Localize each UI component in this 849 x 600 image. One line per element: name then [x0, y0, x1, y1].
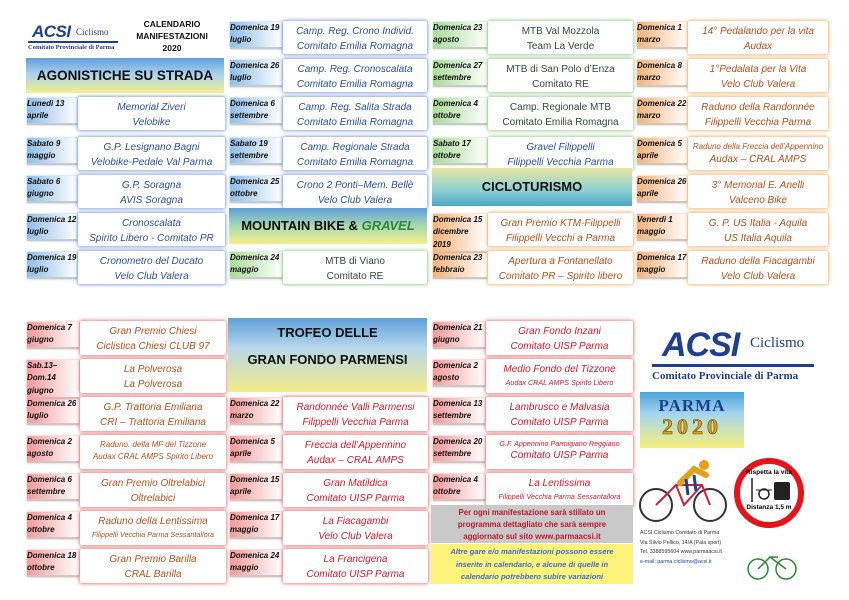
event-date [230, 22, 282, 49]
event-month: luglio [27, 227, 49, 237]
event-day: Domenica 23 [433, 23, 483, 32]
event-date [230, 176, 282, 203]
event-day: Domenica 1 [637, 23, 682, 32]
event-date [433, 474, 485, 501]
event-organizer: Comitato Emilia Romagna [296, 116, 414, 128]
event-info [488, 217, 633, 246]
right-panel-logo [650, 326, 820, 388]
event-organizer: Velobike-Pedale Val Parma [90, 156, 213, 168]
event-day: Domenica 8 [637, 61, 682, 70]
event-date [433, 252, 487, 279]
event-info [78, 141, 225, 170]
event-day: Domenica 2 [433, 361, 478, 370]
event-organizer: Filippelli Vecchi a Parma [505, 232, 616, 244]
event-name: Apertura a Fontanellato [508, 256, 613, 267]
event-date [433, 214, 487, 253]
event-date [27, 474, 79, 501]
event-info [688, 101, 828, 130]
event-day: Domenica 17 [230, 513, 280, 522]
event-day: Domenica 19 [27, 253, 77, 262]
event-date [230, 60, 282, 87]
event-organizer: Filippelli Vecchia Parma [507, 156, 614, 168]
event-info [486, 363, 633, 388]
event-day: Domenica 13 [433, 399, 483, 408]
event-info [688, 217, 828, 246]
event-month: maggio [637, 227, 666, 237]
event-date [433, 60, 487, 87]
event-day: Domenica 15 [433, 215, 483, 224]
event-name: Raduno della Randonnée [701, 102, 815, 113]
event-date [433, 436, 485, 463]
event-date [637, 252, 687, 279]
event-name: MTB Val Mozzola [521, 26, 600, 37]
event-organizer: Velo Club Valera [720, 270, 796, 282]
parma-2020-logo: PARMA 2020 [640, 392, 744, 448]
event-name: 3° Memorial E. Anelli [711, 180, 805, 191]
event-organizer: Team La Verde [526, 40, 595, 52]
event-day: Domenica 26 [27, 399, 77, 408]
event-info [283, 101, 427, 130]
event-info [486, 477, 633, 502]
event-name: MTB di San Polo d’Enza [506, 64, 615, 75]
event-info [283, 255, 427, 284]
event-day: Domenica 23 [433, 253, 483, 262]
acsi-logo-caption-large: Comitato Provinciale di Parma [652, 370, 799, 382]
event-name: Gran Premio Chiesi [109, 326, 197, 337]
event-month: marzo [637, 111, 661, 121]
cyclist-illustration [636, 455, 736, 525]
event-day: Domenica 4 [27, 513, 72, 522]
event-organizer: Comitato UISP Parma [510, 416, 609, 428]
event-date [230, 436, 282, 463]
acsi-logo-sub-large: Ciclismo [750, 335, 805, 351]
event-date [27, 360, 79, 399]
event-organizer: Audax [743, 40, 773, 52]
event-day: Domenica 15 [230, 475, 280, 484]
warning-note: Altre gare e/o manifestazioni possono essere inserite in calendario, e alcune di quelle in calendario potrebbero subire variazioni [431, 544, 633, 584]
event-day: Sab.13–Dom.14 [27, 361, 58, 383]
section-banner-cicloturismo: CICLOTURISMO [432, 168, 632, 206]
event-day: Domenica 26 [637, 177, 687, 186]
event-date [27, 550, 79, 577]
event-name: La Francigena [323, 554, 388, 565]
event-name: Raduno. della MF del Tizzone [99, 440, 207, 449]
event-day: Domenica 24 [230, 253, 280, 262]
event-organizer: Filippelli Vecchia Parma [302, 416, 409, 428]
event-name: Camp. Regionale Strada [300, 142, 410, 153]
event-organizer: CRAL Barilla [124, 568, 182, 580]
event-organizer: Comitato UISP Parma [306, 492, 405, 504]
event-name: Freccia dell’Appennino [304, 440, 407, 451]
event-name: Gran Premio KTM-Filippelli [500, 218, 621, 229]
event-name: Gran Premio Oltrelabici [101, 478, 205, 489]
event-month: giugno [27, 189, 54, 199]
event-name: Lambrusco e Malvasia [509, 402, 610, 413]
event-info [488, 101, 633, 130]
event-month: giugno [27, 335, 54, 345]
event-name: Medio Fondo del Tizzone [503, 364, 616, 375]
event-organizer: Audax – CRAL AMPS [307, 454, 404, 466]
event-day: Domenica 25 [230, 177, 280, 186]
event-month: dicembre 2019 [433, 227, 469, 249]
event-month: maggio [230, 525, 259, 535]
event-name: G.F. Appennino Parmigiano Reggiano [499, 439, 620, 448]
event-name: La Fiacagambi [322, 516, 389, 527]
event-organizer: Valceno Bike [729, 194, 787, 206]
event-day: Domenica 24 [230, 551, 280, 560]
event-organizer: US Italia Aquila [724, 232, 792, 244]
event-month: settembre [433, 449, 472, 459]
event-organizer: Comitato RE [532, 78, 589, 90]
event-month: aprile [637, 151, 659, 161]
event-month: maggio [230, 563, 259, 573]
event-day: Venerdì 1 [637, 215, 673, 224]
event-info [283, 515, 428, 544]
event-date [230, 512, 282, 539]
event-organizer: Ciclistica Chiesi CLUB 97 [96, 340, 210, 352]
event-date [27, 436, 79, 463]
event-day: Sabato 6 [27, 177, 61, 186]
event-info [80, 553, 226, 582]
event-name: Camp. Reg. Crono Individ. [296, 26, 414, 37]
event-month: aprile [230, 449, 252, 459]
section-banner-mtb-gravel: MOUNTAIN BIKE & GRAVEL [229, 208, 427, 244]
event-date [637, 176, 687, 203]
event-month: settembre [433, 411, 472, 421]
event-date [27, 398, 79, 425]
event-name: Gran Premio Barilla [109, 554, 197, 565]
event-day: Sabato 17 [433, 139, 471, 148]
event-organizer: Velo Club Valera [317, 194, 393, 206]
event-info [688, 179, 828, 208]
event-name: Cronoscalata [122, 218, 181, 229]
event-day: Domenica 6 [27, 475, 72, 484]
section-banner-agonistiche: AGONISTICHE SU STRADA [26, 58, 224, 93]
event-month: luglio [230, 73, 252, 83]
event-organizer: Audax CRAL AMPS Spirito Libero [505, 377, 614, 387]
event-name: Cronometro del Ducato [99, 256, 204, 267]
event-organizer: Comitato RE [326, 270, 384, 282]
event-organizer: AVIS Soragna [120, 194, 183, 206]
event-organizer: Velobike [132, 116, 171, 128]
event-date [27, 252, 77, 279]
event-name: Randonnée Valli Parmensi [296, 402, 415, 413]
event-organizer: Comitato UISP Parma [510, 450, 609, 462]
event-day: Domenica 2 [27, 437, 72, 446]
event-info [78, 255, 225, 284]
event-day: Domenica 7 [27, 323, 72, 332]
event-date [433, 322, 485, 349]
event-day: Domenica 17 [637, 253, 687, 262]
event-info [688, 255, 828, 284]
acsi-logo-text-large: ACSI [662, 326, 740, 364]
event-name: 14° Pedalando per la vita [702, 26, 814, 37]
event-info [80, 515, 226, 540]
event-info [688, 25, 828, 54]
event-info [486, 325, 633, 354]
event-month: agosto [27, 449, 54, 459]
safety-distance-sign: Rispetta la vita Distanza 1,5 m [734, 458, 804, 528]
event-date [27, 322, 79, 349]
event-date [637, 98, 687, 125]
event-day: Sabato 19 [230, 139, 268, 148]
event-date [27, 512, 79, 539]
event-month: ottobre [27, 525, 55, 535]
event-month: settembre [230, 151, 269, 161]
event-date [637, 60, 687, 87]
event-day: Domenica 27 [433, 61, 483, 70]
event-info [283, 477, 428, 506]
event-name: Raduno della Lentissima [98, 516, 208, 527]
event-month: marzo [637, 35, 661, 45]
event-month: maggio [230, 265, 259, 275]
event-date [230, 398, 282, 425]
event-info [283, 141, 427, 170]
event-month: luglio [27, 265, 49, 275]
event-day: Domenica 26 [230, 61, 280, 70]
event-organizer: Velo Club Valera [720, 78, 796, 90]
event-date [433, 398, 485, 425]
event-month: marzo [637, 73, 661, 83]
event-month: giugno [27, 385, 54, 395]
event-day: Domenica 4 [433, 99, 478, 108]
event-date [27, 176, 77, 203]
event-day: Lunedì 13 [27, 99, 65, 108]
event-name: Camp. Reg. Salita Strada [298, 102, 412, 113]
event-day: Domenica 22 [637, 99, 687, 108]
event-organizer: Comitato UISP Parma [306, 568, 405, 580]
event-name: Crono 2 Ponti–Mem. Bellè [296, 180, 414, 191]
event-date [230, 474, 282, 501]
event-info [283, 401, 428, 430]
event-date [433, 138, 487, 165]
acsi-logo-text: ACSI [32, 22, 71, 41]
section-banner-trofeo: TROFEO DELLE GRAN FONDO PARMENSI [228, 318, 427, 392]
event-info [78, 179, 225, 208]
event-organizer: Comitato Emilia Romagna [296, 156, 414, 168]
info-note: Per ogni manifestazione sarà stillato un programma dettagliato che sarà sempre aggiornato sul sito www.parmaacsi.it [431, 505, 633, 543]
event-info [80, 439, 226, 462]
event-info [486, 439, 633, 464]
event-month: settembre [230, 111, 269, 121]
event-info [80, 325, 226, 354]
event-day: Domenica 21 [433, 323, 483, 332]
event-name: La Lentissima [528, 478, 591, 489]
event-name: G.P. Lesignano Bagni [103, 142, 200, 153]
event-organizer: Comitato Emilia Romagna [296, 40, 414, 52]
event-date [433, 22, 487, 49]
event-organizer: Oltrelabici [130, 492, 176, 504]
event-date [230, 98, 282, 125]
event-name: Raduno della Fiacagambi [701, 256, 815, 267]
event-month: aprile [230, 487, 252, 497]
event-info [78, 101, 225, 130]
event-info [78, 217, 225, 246]
event-day: Domenica 6 [230, 99, 275, 108]
event-organizer: Comitato Emilia Romagna [296, 78, 414, 90]
event-date [27, 98, 77, 125]
event-organizer: Velo Club Valera [114, 270, 189, 282]
event-info [488, 141, 633, 170]
event-name: Gravel Filippelli [526, 142, 595, 153]
event-day: Domenica 5 [230, 437, 275, 446]
event-month: febbraio [433, 265, 465, 275]
event-info [283, 25, 427, 54]
event-info [283, 179, 427, 208]
event-date [230, 138, 282, 165]
event-date [433, 98, 487, 125]
event-day: Domenica 19 [230, 23, 280, 32]
event-day: Domenica 5 [637, 139, 682, 148]
event-info [283, 553, 428, 582]
event-info [283, 439, 428, 468]
event-info [688, 63, 828, 92]
event-date [637, 138, 687, 165]
event-month: aprile [27, 111, 49, 121]
event-month: giugno [433, 335, 460, 345]
event-organizer: Filippelli Vecchia Parma Sessantallora [92, 529, 214, 539]
acsi-logo-sub: Ciclismo [76, 27, 109, 37]
event-month: agosto [433, 373, 460, 383]
event-month: aprile [637, 189, 659, 199]
event-name: MTB di Viano [325, 256, 385, 267]
header-logo [26, 22, 126, 60]
event-info [283, 63, 427, 92]
event-organizer: Comitato PR – Spirito libero [498, 270, 623, 282]
event-day: Domenica 20 [433, 437, 483, 446]
event-day: Domenica 22 [230, 399, 280, 408]
event-organizer: Filippelli Vecchia Parma [704, 116, 812, 128]
acsi-logo-caption: Comitato Provinciale di Parma [28, 44, 115, 51]
event-month: maggio [27, 151, 56, 161]
event-month: ottobre [27, 563, 55, 573]
event-month: maggio [637, 265, 666, 275]
event-date [230, 550, 282, 577]
event-info [486, 401, 633, 430]
event-name: 1°Pedalata per la Vita [709, 64, 807, 75]
event-name: G. P. US Italia - Aquila [708, 218, 808, 229]
event-organizer: Velo Club Valera [318, 530, 393, 542]
event-info [80, 363, 226, 392]
event-month: luglio [230, 35, 252, 45]
event-date [230, 252, 282, 279]
event-info [688, 141, 828, 167]
event-month: marzo [230, 411, 254, 421]
event-organizer: Comitato Emilia Romagna [502, 116, 619, 128]
event-date [27, 138, 77, 165]
event-name: Gran Matildica [323, 478, 388, 489]
event-name: Gran Fondo Inzani [518, 326, 601, 337]
event-organizer: Spirito Libero - Comitato PR [89, 232, 214, 244]
event-date [637, 22, 687, 49]
event-organizer: Audax – CRAL AMPS [709, 153, 807, 165]
event-organizer: Audax CRAL AMPS Spirito Libero [92, 451, 214, 461]
page-title: CALENDARIO MANIFESTAZIONI 2020 [136, 19, 208, 53]
event-month: settembre [27, 487, 66, 497]
event-day: Domenica 12 [27, 215, 77, 224]
contact-decor [744, 543, 800, 583]
event-date [637, 214, 687, 241]
event-month: ottobre [433, 111, 461, 121]
event-month: ottobre [433, 487, 461, 497]
event-name: G.P. Soragna [121, 180, 182, 191]
event-day: Domenica 18 [27, 551, 77, 560]
event-month: ottobre [230, 189, 258, 199]
event-name: Camp. Reg. Cronoscalata [297, 64, 413, 75]
event-organizer: CRI – Trattoria Emiliana [100, 416, 206, 428]
event-info [80, 401, 226, 430]
event-name: Memorial Ziveri [117, 102, 186, 113]
event-info [488, 25, 633, 54]
event-day: Domenica 4 [433, 475, 478, 484]
event-organizer: La Polverosa [123, 378, 183, 390]
event-organizer: Comitato UISP Parma [510, 340, 609, 352]
event-name: Raduno della Freccia dell’Appennino [692, 142, 824, 151]
event-info [488, 63, 633, 92]
contact-info: ACSI Ciclismo Comitato di Parma Via Silvio Pellico, 14/A (Pala sport) Tel. 3388595604 www.parmaacsi.it e-mail: parma.ciclismo@acsi.it [640, 530, 722, 565]
event-date [27, 214, 77, 241]
event-day: Sabato 9 [27, 139, 61, 148]
event-name: La Polverosa [123, 364, 183, 375]
event-month: luglio [27, 411, 49, 421]
event-organizer: Filippelli Vecchia Parma Sessantallora [498, 491, 621, 501]
event-month: agosto [433, 35, 460, 45]
event-name: G.P. Trattoria Emiliana [103, 402, 203, 413]
event-month: settembre [433, 73, 472, 83]
event-month: ottobre [433, 151, 461, 161]
event-date [433, 360, 485, 387]
event-info [80, 477, 226, 506]
event-info [488, 255, 633, 284]
event-name: Camp. Regionale MTB [509, 102, 612, 113]
